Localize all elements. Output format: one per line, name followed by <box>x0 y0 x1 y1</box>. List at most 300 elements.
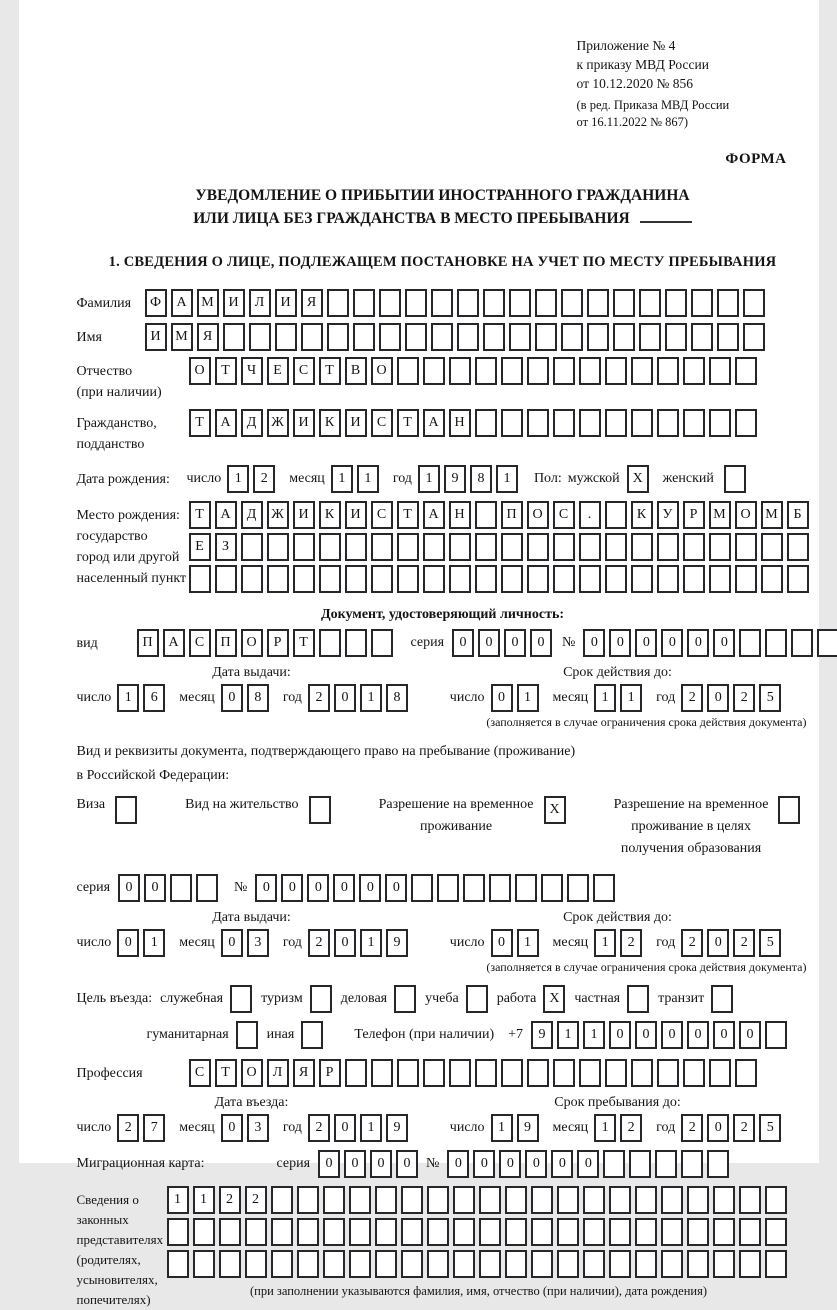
char-cell[interactable]: Ж <box>267 409 289 437</box>
char-cell[interactable] <box>661 1186 683 1214</box>
char-cell[interactable] <box>219 1250 241 1278</box>
char-cell[interactable] <box>605 533 627 561</box>
char-cell[interactable]: 0 <box>452 629 474 657</box>
char-cell[interactable] <box>527 565 549 593</box>
char-cell[interactable] <box>739 629 761 657</box>
char-cell[interactable]: С <box>371 409 393 437</box>
char-cell[interactable]: Б <box>787 501 809 529</box>
char-cell[interactable] <box>713 1218 735 1246</box>
char-cell[interactable] <box>437 874 459 902</box>
char-cell[interactable] <box>405 289 427 317</box>
char-cell[interactable] <box>605 1059 627 1087</box>
char-cell[interactable]: З <box>215 533 237 561</box>
char-cell[interactable] <box>707 1150 729 1178</box>
char-cell[interactable] <box>631 1059 653 1087</box>
char-cell[interactable] <box>371 629 393 657</box>
char-cell[interactable] <box>345 565 367 593</box>
char-cell[interactable] <box>475 357 497 385</box>
char-cell[interactable] <box>463 874 485 902</box>
char-cell[interactable] <box>509 323 531 351</box>
char-cell[interactable] <box>561 323 583 351</box>
char-cell[interactable] <box>501 409 523 437</box>
char-cell[interactable] <box>483 323 505 351</box>
date-digit-cell[interactable]: 2 <box>681 929 703 957</box>
char-cell[interactable]: С <box>553 501 575 529</box>
char-cell[interactable]: 0 <box>530 629 552 657</box>
char-cell[interactable] <box>375 1186 397 1214</box>
date-digit-cell[interactable]: 8 <box>386 684 408 712</box>
char-cell[interactable] <box>639 289 661 317</box>
char-cell[interactable] <box>353 323 375 351</box>
char-cell[interactable]: Е <box>189 533 211 561</box>
char-cell[interactable] <box>427 1186 449 1214</box>
char-cell[interactable] <box>527 409 549 437</box>
char-cell[interactable] <box>631 565 653 593</box>
char-cell[interactable] <box>397 357 419 385</box>
char-cell[interactable]: 0 <box>396 1150 418 1178</box>
char-cell[interactable]: 0 <box>504 629 526 657</box>
date-digit-cell[interactable]: 0 <box>491 929 513 957</box>
date-digit-cell[interactable]: 1 <box>594 684 616 712</box>
char-cell[interactable] <box>609 1218 631 1246</box>
char-cell[interactable]: Е <box>267 357 289 385</box>
char-cell[interactable]: Л <box>267 1059 289 1087</box>
char-cell[interactable] <box>219 1218 241 1246</box>
date-digit-cell[interactable]: 2 <box>308 929 330 957</box>
char-cell[interactable]: К <box>319 409 341 437</box>
date-digit-cell[interactable]: 0 <box>707 684 729 712</box>
date-digit-cell[interactable]: 1 <box>594 929 616 957</box>
char-cell[interactable]: 0 <box>609 629 631 657</box>
char-cell[interactable]: И <box>275 289 297 317</box>
char-cell[interactable] <box>319 565 341 593</box>
checkbox[interactable] <box>627 985 649 1013</box>
char-cell[interactable] <box>683 533 705 561</box>
char-cell[interactable] <box>743 289 765 317</box>
date-digit-cell[interactable]: 1 <box>517 684 539 712</box>
char-cell[interactable]: Д <box>241 409 263 437</box>
char-cell[interactable]: А <box>215 501 237 529</box>
char-cell[interactable] <box>817 629 837 657</box>
char-cell[interactable] <box>605 357 627 385</box>
date-digit-cell[interactable]: 0 <box>221 929 243 957</box>
char-cell[interactable] <box>531 1218 553 1246</box>
char-cell[interactable] <box>605 565 627 593</box>
date-digit-cell[interactable]: 2 <box>733 929 755 957</box>
char-cell[interactable] <box>501 1059 523 1087</box>
char-cell[interactable] <box>665 289 687 317</box>
char-cell[interactable] <box>691 323 713 351</box>
char-cell[interactable] <box>405 323 427 351</box>
char-cell[interactable]: А <box>163 629 185 657</box>
char-cell[interactable] <box>267 565 289 593</box>
char-cell[interactable] <box>397 565 419 593</box>
char-cell[interactable] <box>631 409 653 437</box>
char-cell[interactable] <box>449 533 471 561</box>
char-cell[interactable] <box>631 357 653 385</box>
checkbox[interactable] <box>301 1021 323 1049</box>
char-cell[interactable] <box>401 1186 423 1214</box>
char-cell[interactable] <box>271 1186 293 1214</box>
date-digit-cell[interactable]: 3 <box>247 1114 269 1142</box>
char-cell[interactable] <box>501 565 523 593</box>
char-cell[interactable] <box>579 565 601 593</box>
char-cell[interactable] <box>661 1218 683 1246</box>
char-cell[interactable]: О <box>241 1059 263 1087</box>
char-cell[interactable]: . <box>579 501 601 529</box>
char-cell[interactable] <box>527 1059 549 1087</box>
char-cell[interactable] <box>531 1250 553 1278</box>
char-cell[interactable]: 0 <box>551 1150 573 1178</box>
char-cell[interactable] <box>655 1150 677 1178</box>
char-cell[interactable] <box>557 1218 579 1246</box>
char-cell[interactable]: С <box>371 501 393 529</box>
char-cell[interactable] <box>683 1059 705 1087</box>
char-cell[interactable] <box>735 1059 757 1087</box>
char-cell[interactable] <box>557 1186 579 1214</box>
char-cell[interactable]: 1 <box>167 1186 189 1214</box>
char-cell[interactable] <box>423 1059 445 1087</box>
char-cell[interactable] <box>475 533 497 561</box>
char-cell[interactable] <box>379 289 401 317</box>
char-cell[interactable] <box>297 1250 319 1278</box>
char-cell[interactable] <box>683 357 705 385</box>
char-cell[interactable] <box>661 1250 683 1278</box>
char-cell[interactable]: 0 <box>473 1150 495 1178</box>
date-digit-cell[interactable]: 9 <box>517 1114 539 1142</box>
char-cell[interactable] <box>271 1250 293 1278</box>
char-cell[interactable] <box>761 533 783 561</box>
char-cell[interactable] <box>475 409 497 437</box>
char-cell[interactable] <box>657 409 679 437</box>
char-cell[interactable] <box>613 289 635 317</box>
char-cell[interactable] <box>605 501 627 529</box>
char-cell[interactable] <box>687 1218 709 1246</box>
char-cell[interactable] <box>293 565 315 593</box>
char-cell[interactable] <box>579 409 601 437</box>
char-cell[interactable] <box>431 323 453 351</box>
char-cell[interactable]: Р <box>683 501 705 529</box>
char-cell[interactable]: 0 <box>635 629 657 657</box>
char-cell[interactable] <box>657 565 679 593</box>
char-cell[interactable] <box>457 289 479 317</box>
checkbox[interactable] <box>236 1021 258 1049</box>
date-digit-cell[interactable]: 2 <box>733 684 755 712</box>
char-cell[interactable] <box>423 533 445 561</box>
char-cell[interactable] <box>223 323 245 351</box>
char-cell[interactable] <box>271 1218 293 1246</box>
char-cell[interactable] <box>319 629 341 657</box>
char-cell[interactable] <box>765 1186 787 1214</box>
char-cell[interactable] <box>397 1059 419 1087</box>
char-cell[interactable] <box>743 323 765 351</box>
char-cell[interactable]: Т <box>189 501 211 529</box>
char-cell[interactable]: С <box>189 1059 211 1087</box>
char-cell[interactable] <box>509 289 531 317</box>
char-cell[interactable]: 0 <box>144 874 166 902</box>
char-cell[interactable] <box>579 357 601 385</box>
char-cell[interactable] <box>479 1218 501 1246</box>
char-cell[interactable] <box>717 323 739 351</box>
char-cell[interactable]: П <box>501 501 523 529</box>
char-cell[interactable]: 0 <box>478 629 500 657</box>
date-digit-cell[interactable]: 0 <box>334 929 356 957</box>
char-cell[interactable]: 0 <box>583 629 605 657</box>
char-cell[interactable] <box>583 1250 605 1278</box>
checkbox[interactable] <box>310 985 332 1013</box>
date-digit-cell[interactable]: 5 <box>759 1114 781 1142</box>
char-cell[interactable]: Р <box>267 629 289 657</box>
char-cell[interactable] <box>423 357 445 385</box>
date-digit-cell[interactable]: 1 <box>143 929 165 957</box>
char-cell[interactable] <box>553 565 575 593</box>
char-cell[interactable] <box>553 409 575 437</box>
char-cell[interactable] <box>323 1218 345 1246</box>
char-cell[interactable]: 1 <box>193 1186 215 1214</box>
char-cell[interactable] <box>709 565 731 593</box>
char-cell[interactable] <box>323 1250 345 1278</box>
char-cell[interactable] <box>557 1250 579 1278</box>
date-digit-cell[interactable]: 0 <box>707 1114 729 1142</box>
char-cell[interactable] <box>241 565 263 593</box>
char-cell[interactable] <box>603 1150 625 1178</box>
char-cell[interactable] <box>531 1186 553 1214</box>
char-cell[interactable]: М <box>171 323 193 351</box>
char-cell[interactable]: О <box>189 357 211 385</box>
char-cell[interactable] <box>401 1218 423 1246</box>
char-cell[interactable] <box>453 1218 475 1246</box>
char-cell[interactable] <box>583 1186 605 1214</box>
char-cell[interactable]: Т <box>397 409 419 437</box>
char-cell[interactable] <box>349 1186 371 1214</box>
checkbox[interactable]: X <box>544 796 566 824</box>
char-cell[interactable] <box>735 565 757 593</box>
char-cell[interactable] <box>245 1250 267 1278</box>
char-cell[interactable]: К <box>319 501 341 529</box>
date-digit-cell[interactable]: 1 <box>357 465 379 493</box>
char-cell[interactable]: Н <box>449 501 471 529</box>
char-cell[interactable] <box>635 1186 657 1214</box>
char-cell[interactable]: 0 <box>255 874 277 902</box>
char-cell[interactable] <box>189 565 211 593</box>
char-cell[interactable]: 2 <box>245 1186 267 1214</box>
char-cell[interactable] <box>319 533 341 561</box>
char-cell[interactable] <box>535 323 557 351</box>
char-cell[interactable]: 0 <box>661 1021 683 1049</box>
char-cell[interactable] <box>691 289 713 317</box>
date-digit-cell[interactable]: 2 <box>117 1114 139 1142</box>
char-cell[interactable] <box>375 1250 397 1278</box>
date-digit-cell[interactable]: 1 <box>418 465 440 493</box>
char-cell[interactable] <box>687 1250 709 1278</box>
char-cell[interactable] <box>587 323 609 351</box>
sex-male-checkbox[interactable]: X <box>627 465 649 493</box>
char-cell[interactable] <box>375 1218 397 1246</box>
char-cell[interactable]: О <box>735 501 757 529</box>
char-cell[interactable] <box>631 533 653 561</box>
date-digit-cell[interactable]: 5 <box>759 929 781 957</box>
char-cell[interactable] <box>167 1218 189 1246</box>
char-cell[interactable]: 0 <box>447 1150 469 1178</box>
char-cell[interactable] <box>449 357 471 385</box>
char-cell[interactable]: 0 <box>687 1021 709 1049</box>
char-cell[interactable] <box>379 323 401 351</box>
date-digit-cell[interactable]: 2 <box>308 684 330 712</box>
char-cell[interactable] <box>297 1186 319 1214</box>
char-cell[interactable] <box>687 1186 709 1214</box>
char-cell[interactable] <box>479 1250 501 1278</box>
char-cell[interactable] <box>657 1059 679 1087</box>
char-cell[interactable] <box>293 533 315 561</box>
char-cell[interactable]: М <box>709 501 731 529</box>
date-digit-cell[interactable]: 9 <box>444 465 466 493</box>
date-digit-cell[interactable]: 1 <box>517 929 539 957</box>
char-cell[interactable] <box>553 1059 575 1087</box>
char-cell[interactable]: С <box>293 357 315 385</box>
date-digit-cell[interactable]: 1 <box>496 465 518 493</box>
char-cell[interactable]: 1 <box>583 1021 605 1049</box>
char-cell[interactable] <box>553 357 575 385</box>
char-cell[interactable] <box>371 565 393 593</box>
char-cell[interactable]: 0 <box>609 1021 631 1049</box>
checkbox[interactable] <box>711 985 733 1013</box>
date-digit-cell[interactable]: 9 <box>386 1114 408 1142</box>
char-cell[interactable]: 0 <box>281 874 303 902</box>
char-cell[interactable] <box>371 533 393 561</box>
char-cell[interactable] <box>193 1250 215 1278</box>
char-cell[interactable] <box>423 565 445 593</box>
char-cell[interactable]: 0 <box>318 1150 340 1178</box>
char-cell[interactable] <box>453 1186 475 1214</box>
char-cell[interactable] <box>475 1059 497 1087</box>
char-cell[interactable] <box>787 565 809 593</box>
checkbox[interactable]: X <box>543 985 565 1013</box>
char-cell[interactable] <box>791 629 813 657</box>
date-digit-cell[interactable]: 2 <box>681 1114 703 1142</box>
char-cell[interactable]: Л <box>249 289 271 317</box>
char-cell[interactable] <box>301 323 323 351</box>
char-cell[interactable] <box>349 1250 371 1278</box>
date-digit-cell[interactable]: 2 <box>620 929 642 957</box>
char-cell[interactable] <box>553 533 575 561</box>
char-cell[interactable]: Ч <box>241 357 263 385</box>
checkbox[interactable] <box>115 796 137 824</box>
char-cell[interactable]: Я <box>293 1059 315 1087</box>
char-cell[interactable] <box>735 357 757 385</box>
char-cell[interactable] <box>787 533 809 561</box>
char-cell[interactable] <box>449 1059 471 1087</box>
char-cell[interactable] <box>713 1250 735 1278</box>
char-cell[interactable] <box>635 1250 657 1278</box>
char-cell[interactable] <box>505 1186 527 1214</box>
char-cell[interactable]: Ж <box>267 501 289 529</box>
char-cell[interactable] <box>345 1059 367 1087</box>
char-cell[interactable] <box>349 1218 371 1246</box>
date-digit-cell[interactable]: 7 <box>143 1114 165 1142</box>
char-cell[interactable]: Т <box>319 357 341 385</box>
char-cell[interactable] <box>683 565 705 593</box>
date-digit-cell[interactable]: 0 <box>334 684 356 712</box>
date-digit-cell[interactable]: 0 <box>117 929 139 957</box>
char-cell[interactable] <box>665 323 687 351</box>
char-cell[interactable]: 0 <box>333 874 355 902</box>
char-cell[interactable]: 0 <box>739 1021 761 1049</box>
char-cell[interactable]: 0 <box>713 629 735 657</box>
date-digit-cell[interactable]: 8 <box>470 465 492 493</box>
char-cell[interactable] <box>735 533 757 561</box>
char-cell[interactable]: К <box>631 501 653 529</box>
char-cell[interactable] <box>765 629 787 657</box>
char-cell[interactable]: 1 <box>557 1021 579 1049</box>
char-cell[interactable] <box>605 409 627 437</box>
char-cell[interactable]: И <box>293 501 315 529</box>
checkbox[interactable] <box>778 796 800 824</box>
char-cell[interactable] <box>739 1218 761 1246</box>
char-cell[interactable] <box>739 1250 761 1278</box>
char-cell[interactable] <box>583 1218 605 1246</box>
date-digit-cell[interactable]: 2 <box>620 1114 642 1142</box>
date-digit-cell[interactable]: 1 <box>331 465 353 493</box>
char-cell[interactable] <box>541 874 563 902</box>
char-cell[interactable]: Т <box>293 629 315 657</box>
char-cell[interactable] <box>587 289 609 317</box>
char-cell[interactable]: П <box>137 629 159 657</box>
date-digit-cell[interactable]: 1 <box>594 1114 616 1142</box>
char-cell[interactable]: Я <box>301 289 323 317</box>
date-digit-cell[interactable]: 1 <box>360 929 382 957</box>
char-cell[interactable] <box>739 1186 761 1214</box>
char-cell[interactable]: У <box>657 501 679 529</box>
char-cell[interactable] <box>735 409 757 437</box>
char-cell[interactable] <box>489 874 511 902</box>
char-cell[interactable]: 2 <box>219 1186 241 1214</box>
date-digit-cell[interactable]: 9 <box>386 929 408 957</box>
char-cell[interactable] <box>371 1059 393 1087</box>
char-cell[interactable] <box>196 874 218 902</box>
checkbox[interactable] <box>466 985 488 1013</box>
char-cell[interactable]: И <box>345 409 367 437</box>
char-cell[interactable] <box>609 1250 631 1278</box>
char-cell[interactable]: 0 <box>687 629 709 657</box>
date-digit-cell[interactable]: 0 <box>491 684 513 712</box>
char-cell[interactable] <box>275 323 297 351</box>
char-cell[interactable] <box>241 533 263 561</box>
char-cell[interactable] <box>579 1059 601 1087</box>
char-cell[interactable]: И <box>345 501 367 529</box>
date-digit-cell[interactable]: 2 <box>733 1114 755 1142</box>
char-cell[interactable] <box>453 1250 475 1278</box>
char-cell[interactable]: А <box>423 409 445 437</box>
char-cell[interactable] <box>431 289 453 317</box>
char-cell[interactable]: 0 <box>370 1150 392 1178</box>
checkbox[interactable] <box>394 985 416 1013</box>
char-cell[interactable] <box>397 533 419 561</box>
char-cell[interactable]: Я <box>197 323 219 351</box>
char-cell[interactable] <box>609 1186 631 1214</box>
char-cell[interactable]: 0 <box>635 1021 657 1049</box>
date-digit-cell[interactable]: 5 <box>759 684 781 712</box>
char-cell[interactable] <box>170 874 192 902</box>
char-cell[interactable] <box>761 565 783 593</box>
char-cell[interactable] <box>765 1250 787 1278</box>
char-cell[interactable] <box>709 357 731 385</box>
char-cell[interactable] <box>535 289 557 317</box>
date-digit-cell[interactable]: 8 <box>247 684 269 712</box>
char-cell[interactable] <box>567 874 589 902</box>
char-cell[interactable]: 0 <box>359 874 381 902</box>
char-cell[interactable] <box>501 533 523 561</box>
char-cell[interactable]: С <box>189 629 211 657</box>
